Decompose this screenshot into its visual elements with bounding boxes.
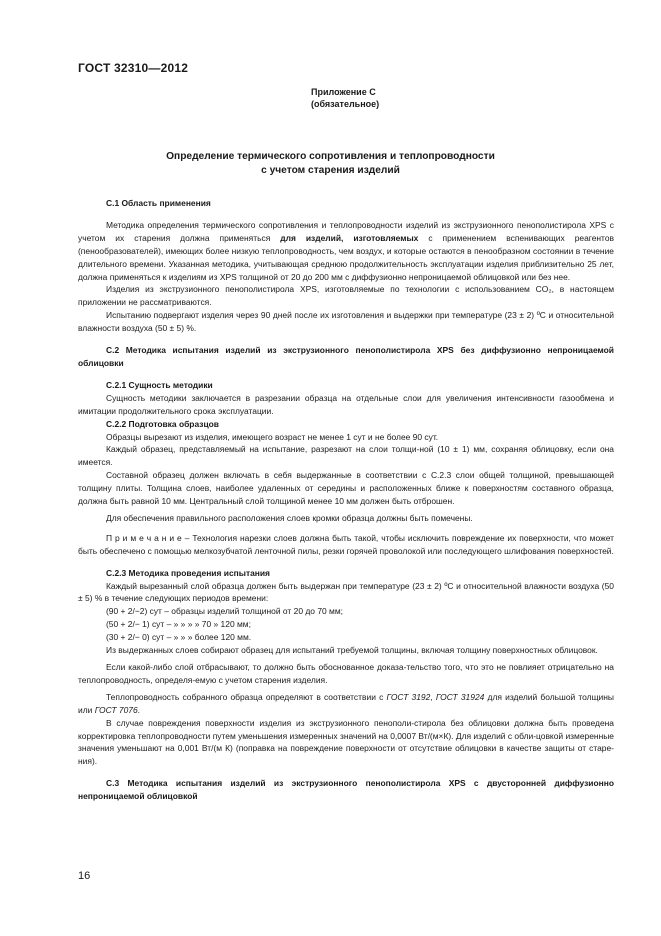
note-text: – Технология нарезки слоев должна быть такой, чтобы исключить повреждение их поверхности, что может быть обеспечено с помощью мелкозубчатой ленточной пилы, резки горячей проволокой или последующего шлифования поверхностей. — [78, 532, 614, 556]
standard-reference: ГОСТ 3192 — [386, 691, 431, 702]
annex-title — [0, 150, 661, 177]
list-item: (90 + 2/−2) сут – образцы изделий толщиной от 20 до 70 мм; — [106, 606, 343, 617]
paragraph: Образцы вырезают из изделия, имеющего возраст не менее 1 сут и не более 90 сут. — [106, 431, 439, 442]
paragraph-text: . — [137, 704, 141, 715]
paragraph-text: Методика определения термического сопротивления и теплопроводности изделий из экструзионного пенополистирола XPS с учетом их старения должна применяться — [78, 219, 614, 243]
standard-reference: ГОСТ 31924 — [435, 691, 485, 702]
paragraph: Для обеспечения правильного расположения слоев кромки образца должны быть помечены. — [106, 512, 473, 523]
document-body — [78, 197, 614, 803]
title-line-2: с учетом старения изделий — [261, 164, 400, 176]
paragraph: Если какой-либо слой отбрасывают, то должно быть обоснованное доказа-тельство того, что это не повлияет отрицательно на теплопроводность, определя-емую с учетом старения изделия. — [78, 662, 614, 685]
standard-reference: ГОСТ 7076 — [94, 704, 138, 715]
paragraph: Каждый вырезанный слой образца должен быть выдержан при температуре (23 ± 2) ºС и относительной влажности воздуха (50 ± 5) % в течение следующих периодов времени: — [78, 580, 614, 604]
annex-label: Приложение С — [311, 87, 376, 97]
section-heading-c3: С.3 Методика испытания изделий из экструзионного пенополистирола XPS с двусторонней диффузионно непроницаемой облицовкой — [78, 778, 614, 802]
list-item: (30 + 2/− 0) сут – » » » более 120 мм. — [106, 632, 252, 643]
section-heading-c1: С.1 Область применения — [106, 198, 211, 208]
section-heading-c2: С.2 Методика испытания изделий из экструзионного пенополистирола XPS без диффузионно непроницаемой облицовки — [78, 345, 614, 368]
paragraph: Изделия из экструзионного пенополистирола XPS, изготовляемые по технологии с использованием CO₂, в настоящем приложении не рассматриваются. — [78, 284, 614, 308]
note — [78, 532, 614, 558]
paragraph-text: для изделий большой толщины или — [78, 691, 614, 715]
paragraph-text: Теплопроводность собранного образца определяют в соответствии с — [106, 691, 387, 702]
paragraph: В случае повреждения поверхности изделия из экструзионного пенополи-стирола без облицовки должна быть проведена корректировка теплопроводности путем уменьшения измеренных значений на 0,0007 Вт/(м×К). Для изделий с обли-цовкой измеренные значения уменьшают на 0,001 Вт/(м К) (поправка на повреждение поверхности от отсутствие облицовки в качестве защиты от старе-ния). — [78, 717, 614, 767]
note-label: П р и м е ч а н и е — [106, 532, 182, 543]
paragraph-text: с применением вспенивающих реагентов (пенообразователей), имеющих более низкую теплопроводность, чем воздух, и которые остаются в пенообразном состоянии в течение длительного времени. Указанная методика, учитывающая среднюю продолжительность эксплуатации изделия приблизительно 25 лет, должна применяться к изделиям из XPS толщиной от 20 до 200 мм с диффузионно непроницаемой облицовкой или без нее. — [78, 232, 614, 282]
paragraph: Из выдержанных слоев собирают образец для испытаний требуемой толщины, включая толщину поверхностных облицовок. — [106, 645, 598, 656]
section-heading-c21: С.2.1 Сущность методики — [106, 379, 213, 390]
standard-header: ГОСТ 32310—2012 — [78, 61, 189, 75]
paragraph-text: , — [430, 691, 436, 702]
paragraph — [78, 691, 614, 717]
paragraph — [78, 219, 614, 284]
paragraph: Составной образец должен включать в себя выдержанные в соответствии с С.2.3 слои общей толщиной, превышающей толщину плиты. Толщина слоев, наиболее удаленных от середины и расположенных ближе к поверхностям составного образца, должна быть равной 10 мм. Центральный слой толщиной менее 10 мм должен быть отброшен. — [78, 470, 614, 507]
annex-status: (обязательное) — [311, 99, 380, 109]
list-item: (50 + 2/− 1) сут – » » » » 70 » 120 мм; — [106, 619, 251, 630]
section-heading-c23: С.2.3 Методика проведения испытания — [106, 567, 270, 578]
emphasis-text: для изделий, изготовляемых — [280, 232, 419, 243]
annex-block — [311, 86, 379, 110]
section-heading-c22: С.2.2 Подготовка образцов — [106, 418, 219, 429]
page-number: 16 — [78, 870, 91, 882]
paragraph: Каждый образец, представляемый на испытание, разрезают на слои толщи-ной (10 ± 1) мм, сохраняя облицовку, если она имеется. — [78, 444, 614, 468]
title-line-1: Определение термического сопротивления и теплопроводности — [166, 151, 495, 162]
paragraph: Испытанию подвергают изделия через 90 дней после их изготовления и выдержки при температуре (23 ± 2) ºС и относительной влажности воздуха (50 ± 5) %. — [78, 310, 614, 334]
paragraph: Сущность методики заключается в разрезании образца на отдельные слои для увеличения интенсивности газообмена и имитации продолжительного срока эксплуатации. — [78, 392, 614, 416]
